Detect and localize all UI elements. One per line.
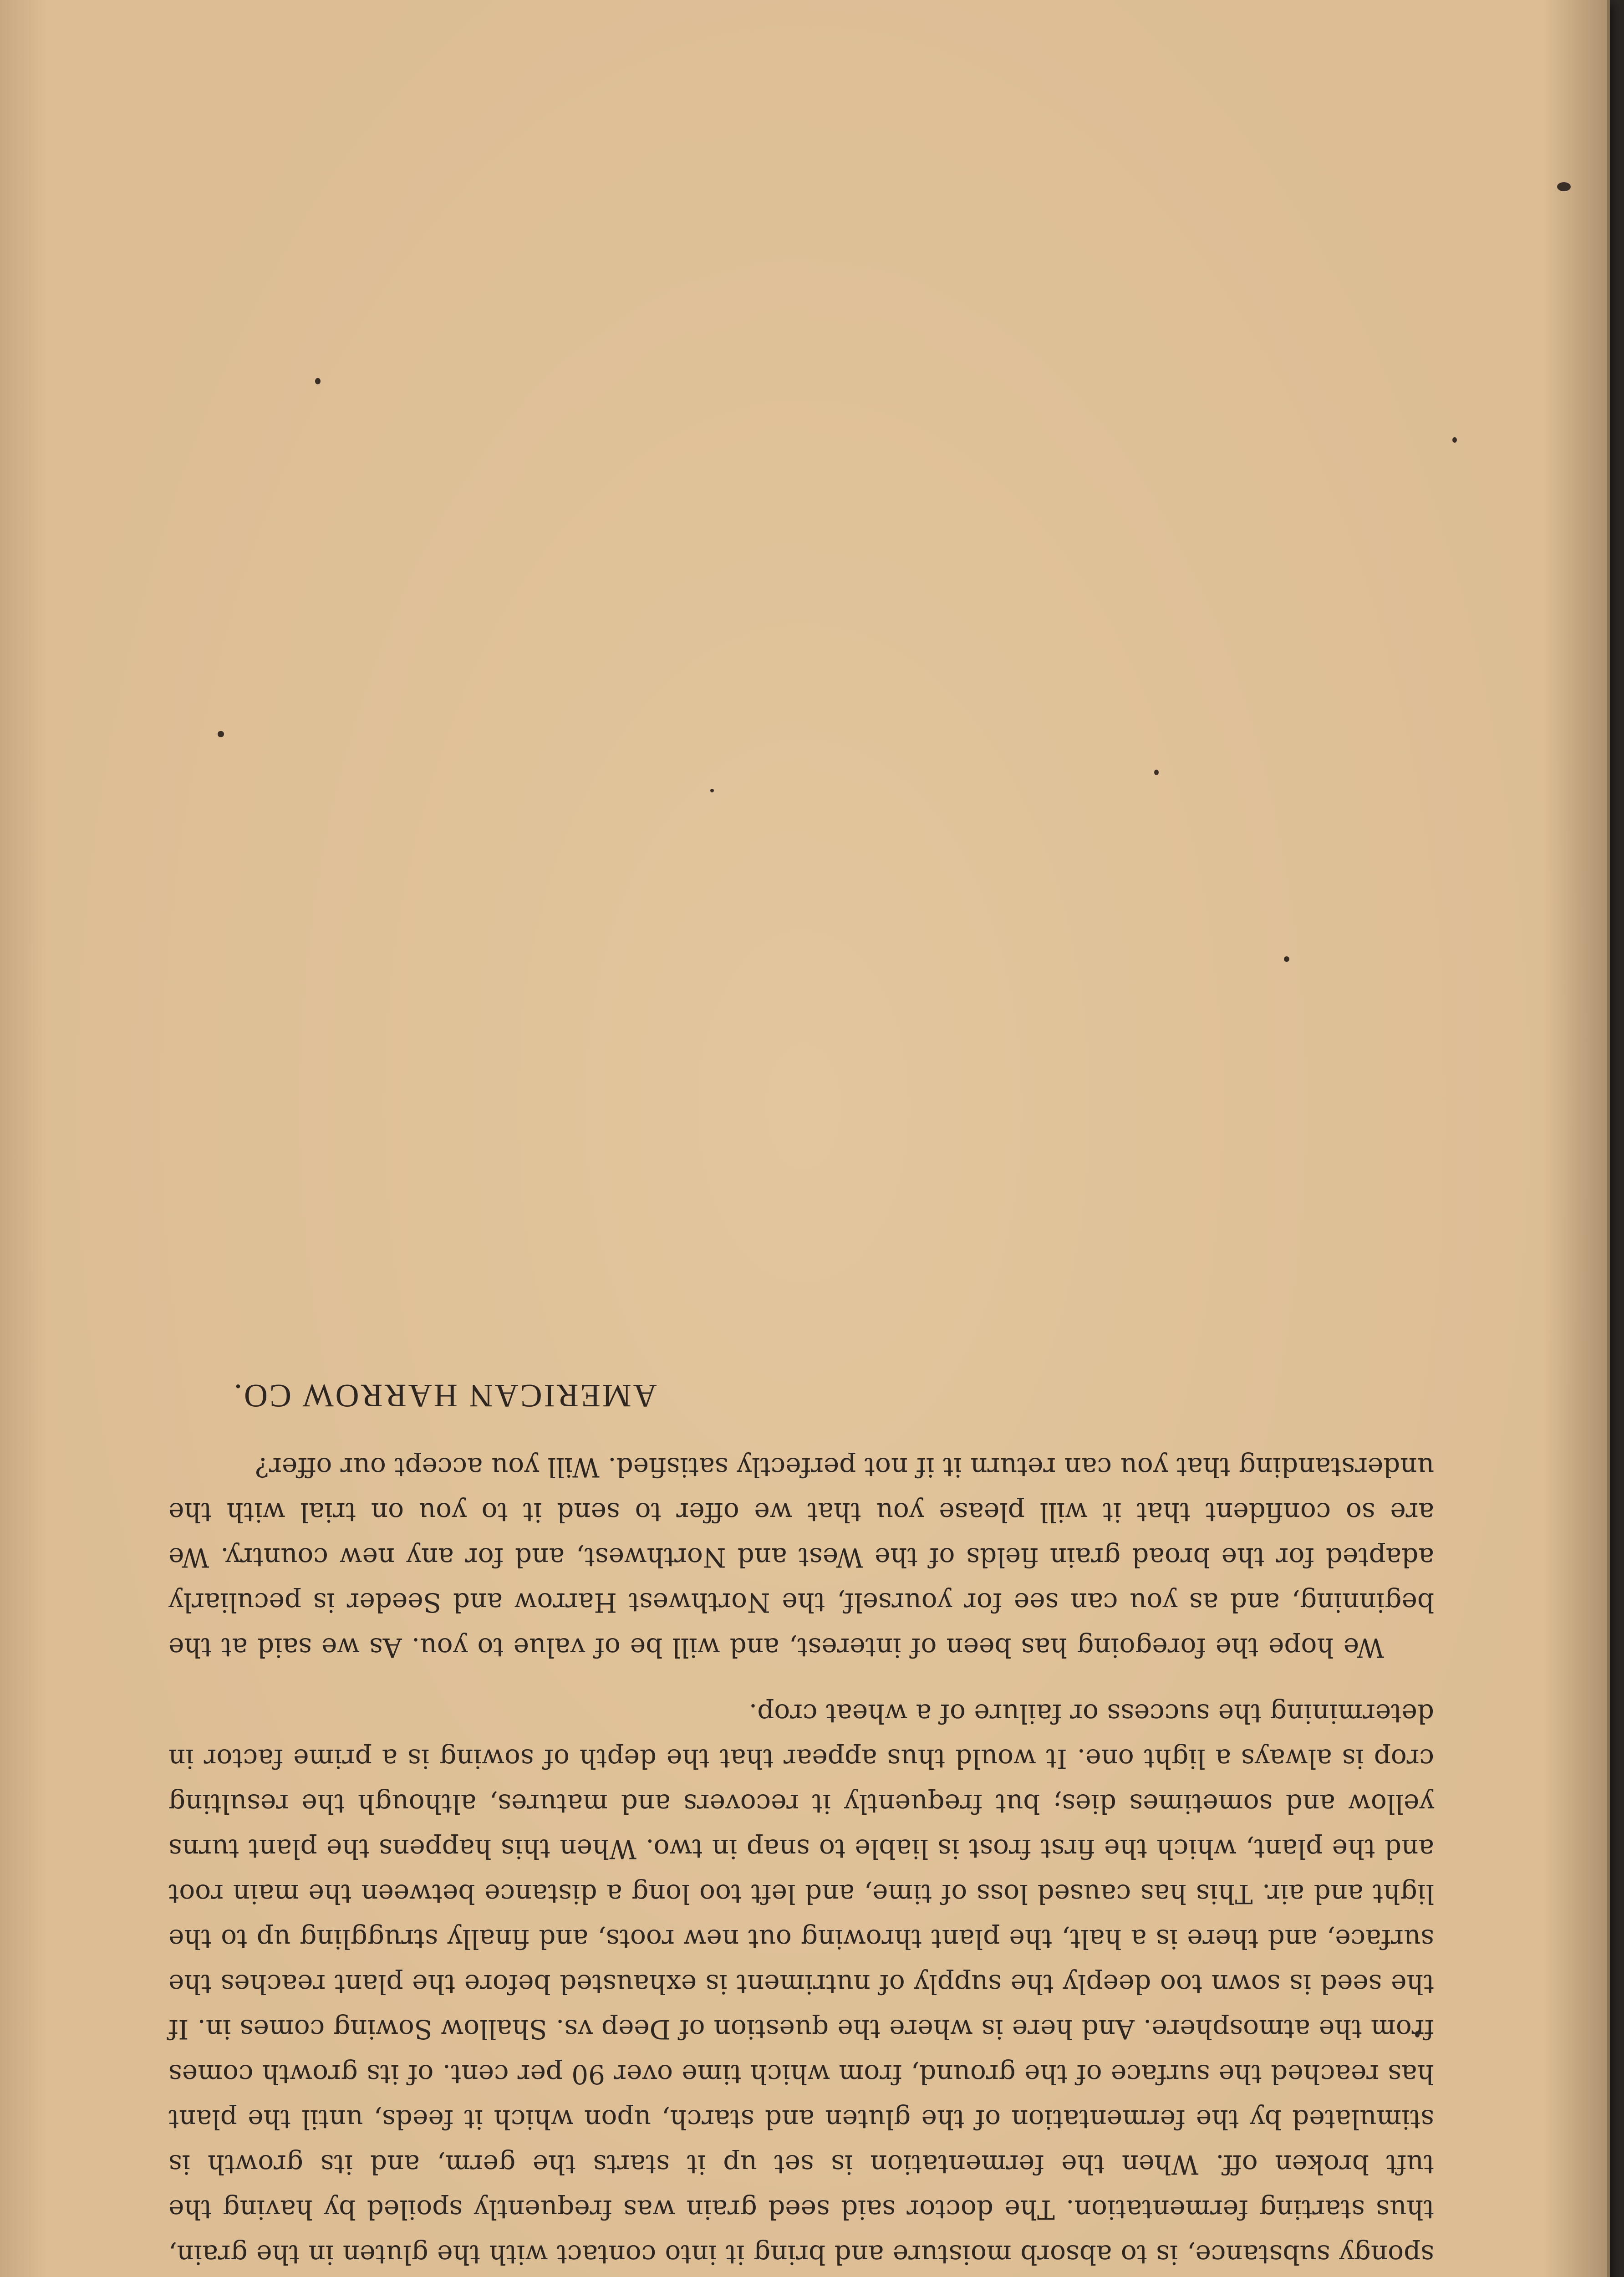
paper-speck [710,789,714,792]
paper-speck [1557,182,1571,191]
paper-speck [218,731,224,737]
upside-down-text-block [168,1002,1434,2277]
body-paragraph-wheat-sowing: spongy substance, is to absorb moisture and bring it into contact with the gluten in the grain, thus starting fermentation. The doctor said seed grain was frequently spoiled by having the tuft broken off. When the fermentation is set up it starts the germ, and its growth is stimulated by the fermentation of the gluten and starch, upon which it feeds, until the plant has reached the surface of the ground, from which time over 90 per cent. of its growth comes from the atmosphere. And here is where the question of Deep vs. Shallow Sowing comes in. If the seed is sown too deeply the supply of nutriment is exhausted before the plant reaches the surface, and there is a halt, the plant throwing out new roots, and finally struggling up to the light and air. This has caused loss of time, and left too long a distance between the main root and the plant, which the first frost is liable to snap in two. When this happens the plant turns yellow and sometimes dies; but frequently it recovers and matures, although the resulting crop is always a light one. It would thus appear that the depth of sowing is a prime factor in determining the success or failure of a wheat crop. [168,1698,1434,2270]
paper-speck [1154,770,1159,775]
paper-speck [1452,437,1457,443]
paper-speck [1284,956,1289,962]
body-paragraph-offer: We hope the foregoing has been of interest, and will be of value to you. As we said at the beginning, and as you can see for yourself, the Northwest Harrow and Seeder is peculiarly adapted for the broad grain fields of the West and Northwest, and for any new country. We are so confident that it will please you that we offer to send it to you on trial with the understanding that you can return it if not perfectly satisfied. Will you accept our offer? [168,1452,1434,1663]
company-signature: AMERICAN HARROW CO. [232,1378,657,1414]
paper-speck [315,378,321,384]
